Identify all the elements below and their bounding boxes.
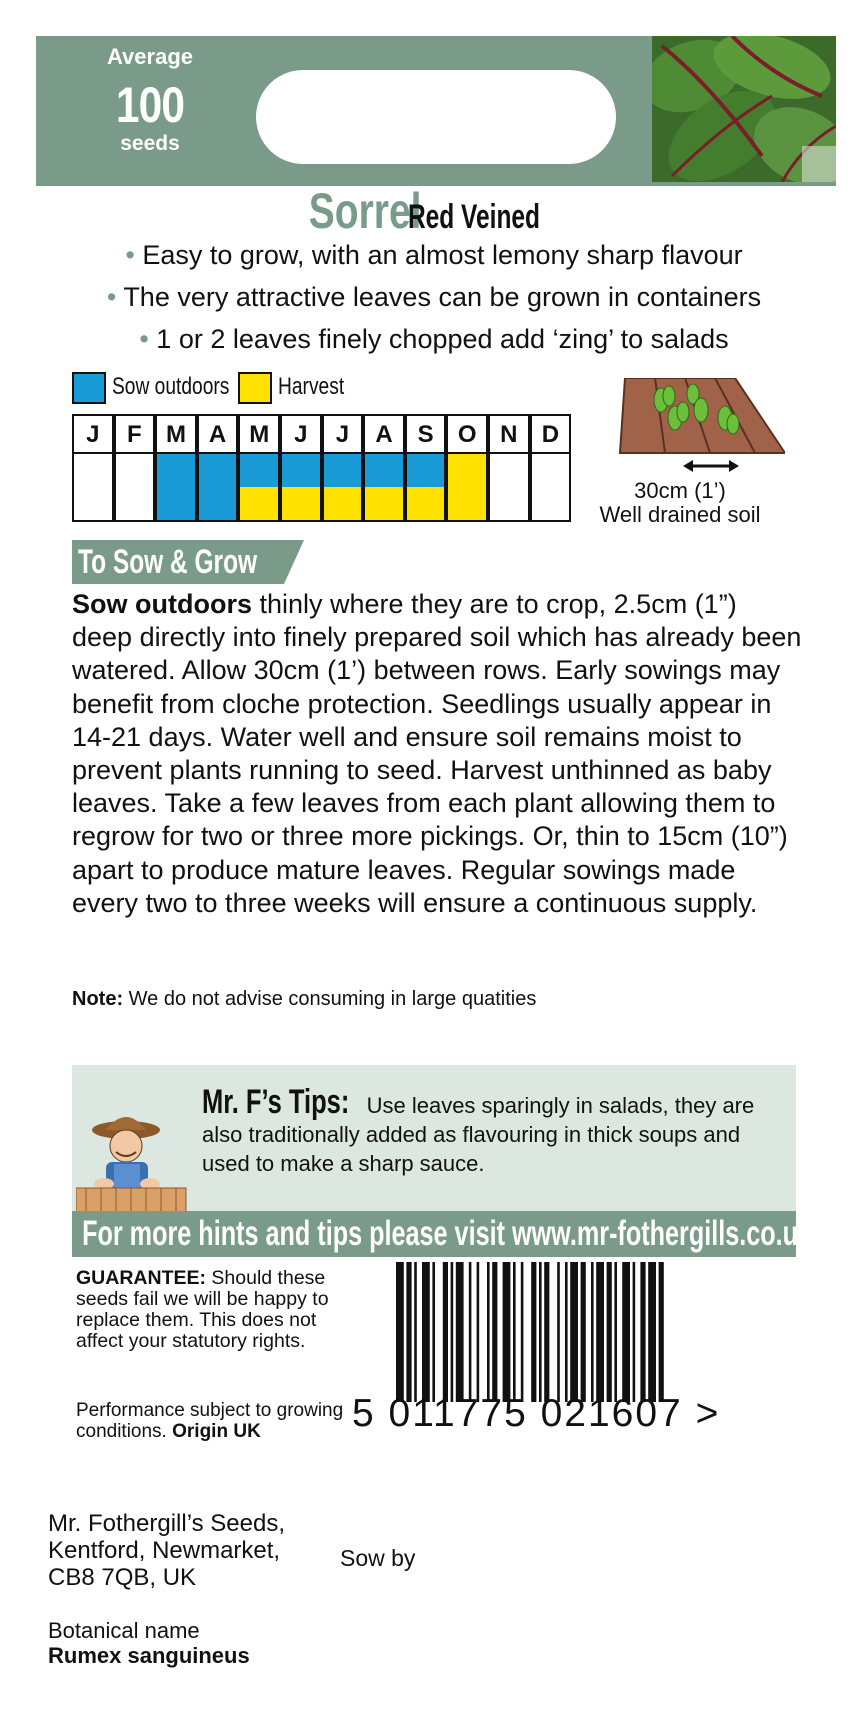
origin-label: Origin UK [172, 1421, 261, 1442]
month-cell-2 [114, 454, 156, 522]
spacing-distance: 30cm (1’) [634, 478, 726, 503]
sowing-calendar [72, 414, 572, 522]
sow-grow-lead: Sow outdoors [72, 589, 252, 619]
tips-text [202, 1083, 792, 1178]
sow-grow-body: thinly where they are to crop, 2.5cm (1”) deep directly into finely prepared soil which has already been watered. Allow 30cm (1’) between rows. Early sowings may benefit from cloche protection. Seedlings usually appear in 14-21 days. Water well and ensure soil remains moist to prevent plants running to seed. Harvest unthinned as baby leaves. Take a few leaves from each plant allowing them to regrow for two or three more pickings. Or, thin to 15cm (10”) apart to produce mature leaves. Regular sowings made every two to three weeks will ensure a continuous supply. [72, 589, 802, 918]
sow-period-mark [199, 454, 237, 520]
sorrel-leaf-photo [652, 36, 836, 182]
bullet-1-text: Easy to grow, with an almost lemony sharp flavour [142, 240, 743, 270]
spacing-soil: Well drained soil [599, 502, 761, 527]
average-label: Average [106, 44, 193, 69]
harvest-period-mark [365, 487, 403, 520]
website-banner [72, 1211, 813, 1257]
month-cell-6 [280, 454, 322, 522]
seeds-label: seeds [120, 132, 180, 155]
sow-period-mark [407, 454, 445, 487]
section-heading: To Sow & Grow [78, 543, 258, 581]
month-cell-5 [238, 454, 280, 522]
bullet-3-text: 1 or 2 leaves finely chopped add ‘zing’ to salads [156, 324, 729, 354]
month-cell-8 [363, 454, 405, 522]
title-variety: Red Veined [407, 198, 540, 236]
mr-fothergill-mascot-icon [76, 1108, 196, 1214]
legend-sow-swatch [72, 372, 106, 404]
month-header-8: A [363, 414, 405, 454]
month-cell-10 [446, 454, 488, 522]
title-name: Sorrel [308, 183, 422, 239]
harvest-period-mark [324, 487, 362, 520]
month-header-9: S [405, 414, 447, 454]
blank-label-oval [256, 70, 616, 164]
month-header-6: J [280, 414, 322, 454]
month-cell-9 [405, 454, 447, 522]
sow-grow-text [72, 588, 802, 920]
barcode [396, 1262, 796, 1412]
month-header-7: J [322, 414, 364, 454]
month-header-12: D [530, 414, 572, 454]
sow-by-label: Sow by [340, 1545, 416, 1571]
month-cell-3 [155, 454, 197, 522]
row-spacing-diagram [615, 378, 785, 478]
guarantee-label: GUARANTEE: [76, 1267, 206, 1289]
sow-period-mark [240, 454, 278, 487]
harvest-period-mark [407, 487, 445, 520]
harvest-period-mark [240, 487, 278, 520]
harvest-period-mark [282, 487, 320, 520]
note-label: Note: [72, 988, 124, 1010]
note-text: We do not advise consuming in large quatities [123, 988, 537, 1010]
barcode-digits: 5 011775 021607 > [352, 1392, 721, 1435]
performance-note [76, 1400, 376, 1442]
bullet-1: • Easy to grow, with an almost lemony sharp flavour [125, 240, 743, 270]
note [72, 988, 536, 1011]
address-line-3: CB8 7QB, UK [48, 1564, 197, 1591]
product-title [0, 182, 868, 240]
bullet-2: • The very attractive leaves can be grown in containers [106, 282, 762, 312]
company-address [48, 1510, 285, 1591]
month-header-4: A [197, 414, 239, 454]
tips-body: Use leaves sparingly in salads, they are also traditionally added as flavouring in thick soups and used to make a sharp sauce. [202, 1093, 755, 1176]
month-cell-1 [72, 454, 114, 522]
month-header-11: N [488, 414, 530, 454]
sow-period-mark [324, 454, 362, 487]
bullet-3: • 1 or 2 leaves finely chopped add ‘zing’ to salads [139, 324, 729, 354]
seed-count: 100 [115, 77, 185, 133]
month-header-3: M [155, 414, 197, 454]
guarantee [76, 1268, 366, 1352]
month-header-10: O [446, 414, 488, 454]
month-cell-12 [530, 454, 572, 522]
botanical-name-label: Botanical name [48, 1618, 200, 1643]
month-cell-11 [488, 454, 530, 522]
performance-text: Performance subject to growing conditions. [76, 1400, 344, 1442]
sow-period-mark [282, 454, 320, 487]
harvest-period-mark [448, 454, 486, 520]
address-line-2: Kentford, Newmarket, [48, 1537, 281, 1564]
guarantee-text: Should these seeds fail we will be happy to replace them. This does not affect your statutory rights. [76, 1267, 329, 1352]
tips-title: Mr. F’s Tips: [202, 1083, 350, 1121]
address-line-1: Mr. Fothergill’s Seeds, [48, 1510, 285, 1537]
sow-period-mark [157, 454, 195, 520]
legend-harvest-swatch [238, 372, 272, 404]
bullet-2-text: The very attractive leaves can be grown in containers [123, 282, 762, 312]
month-header-2: F [114, 414, 156, 454]
website-banner-text: For more hints and tips please visit www.mr-fothergills.co.uk [82, 1214, 813, 1253]
botanical-name: Rumex sanguineus [48, 1643, 250, 1668]
month-header-5: M [238, 414, 280, 454]
month-cell-4 [197, 454, 239, 522]
sow-period-mark [365, 454, 403, 487]
month-header-1: J [72, 414, 114, 454]
month-cell-7 [322, 454, 364, 522]
legend-harvest-label: Harvest [278, 373, 345, 400]
legend-sow-label: Sow outdoors [112, 373, 230, 400]
